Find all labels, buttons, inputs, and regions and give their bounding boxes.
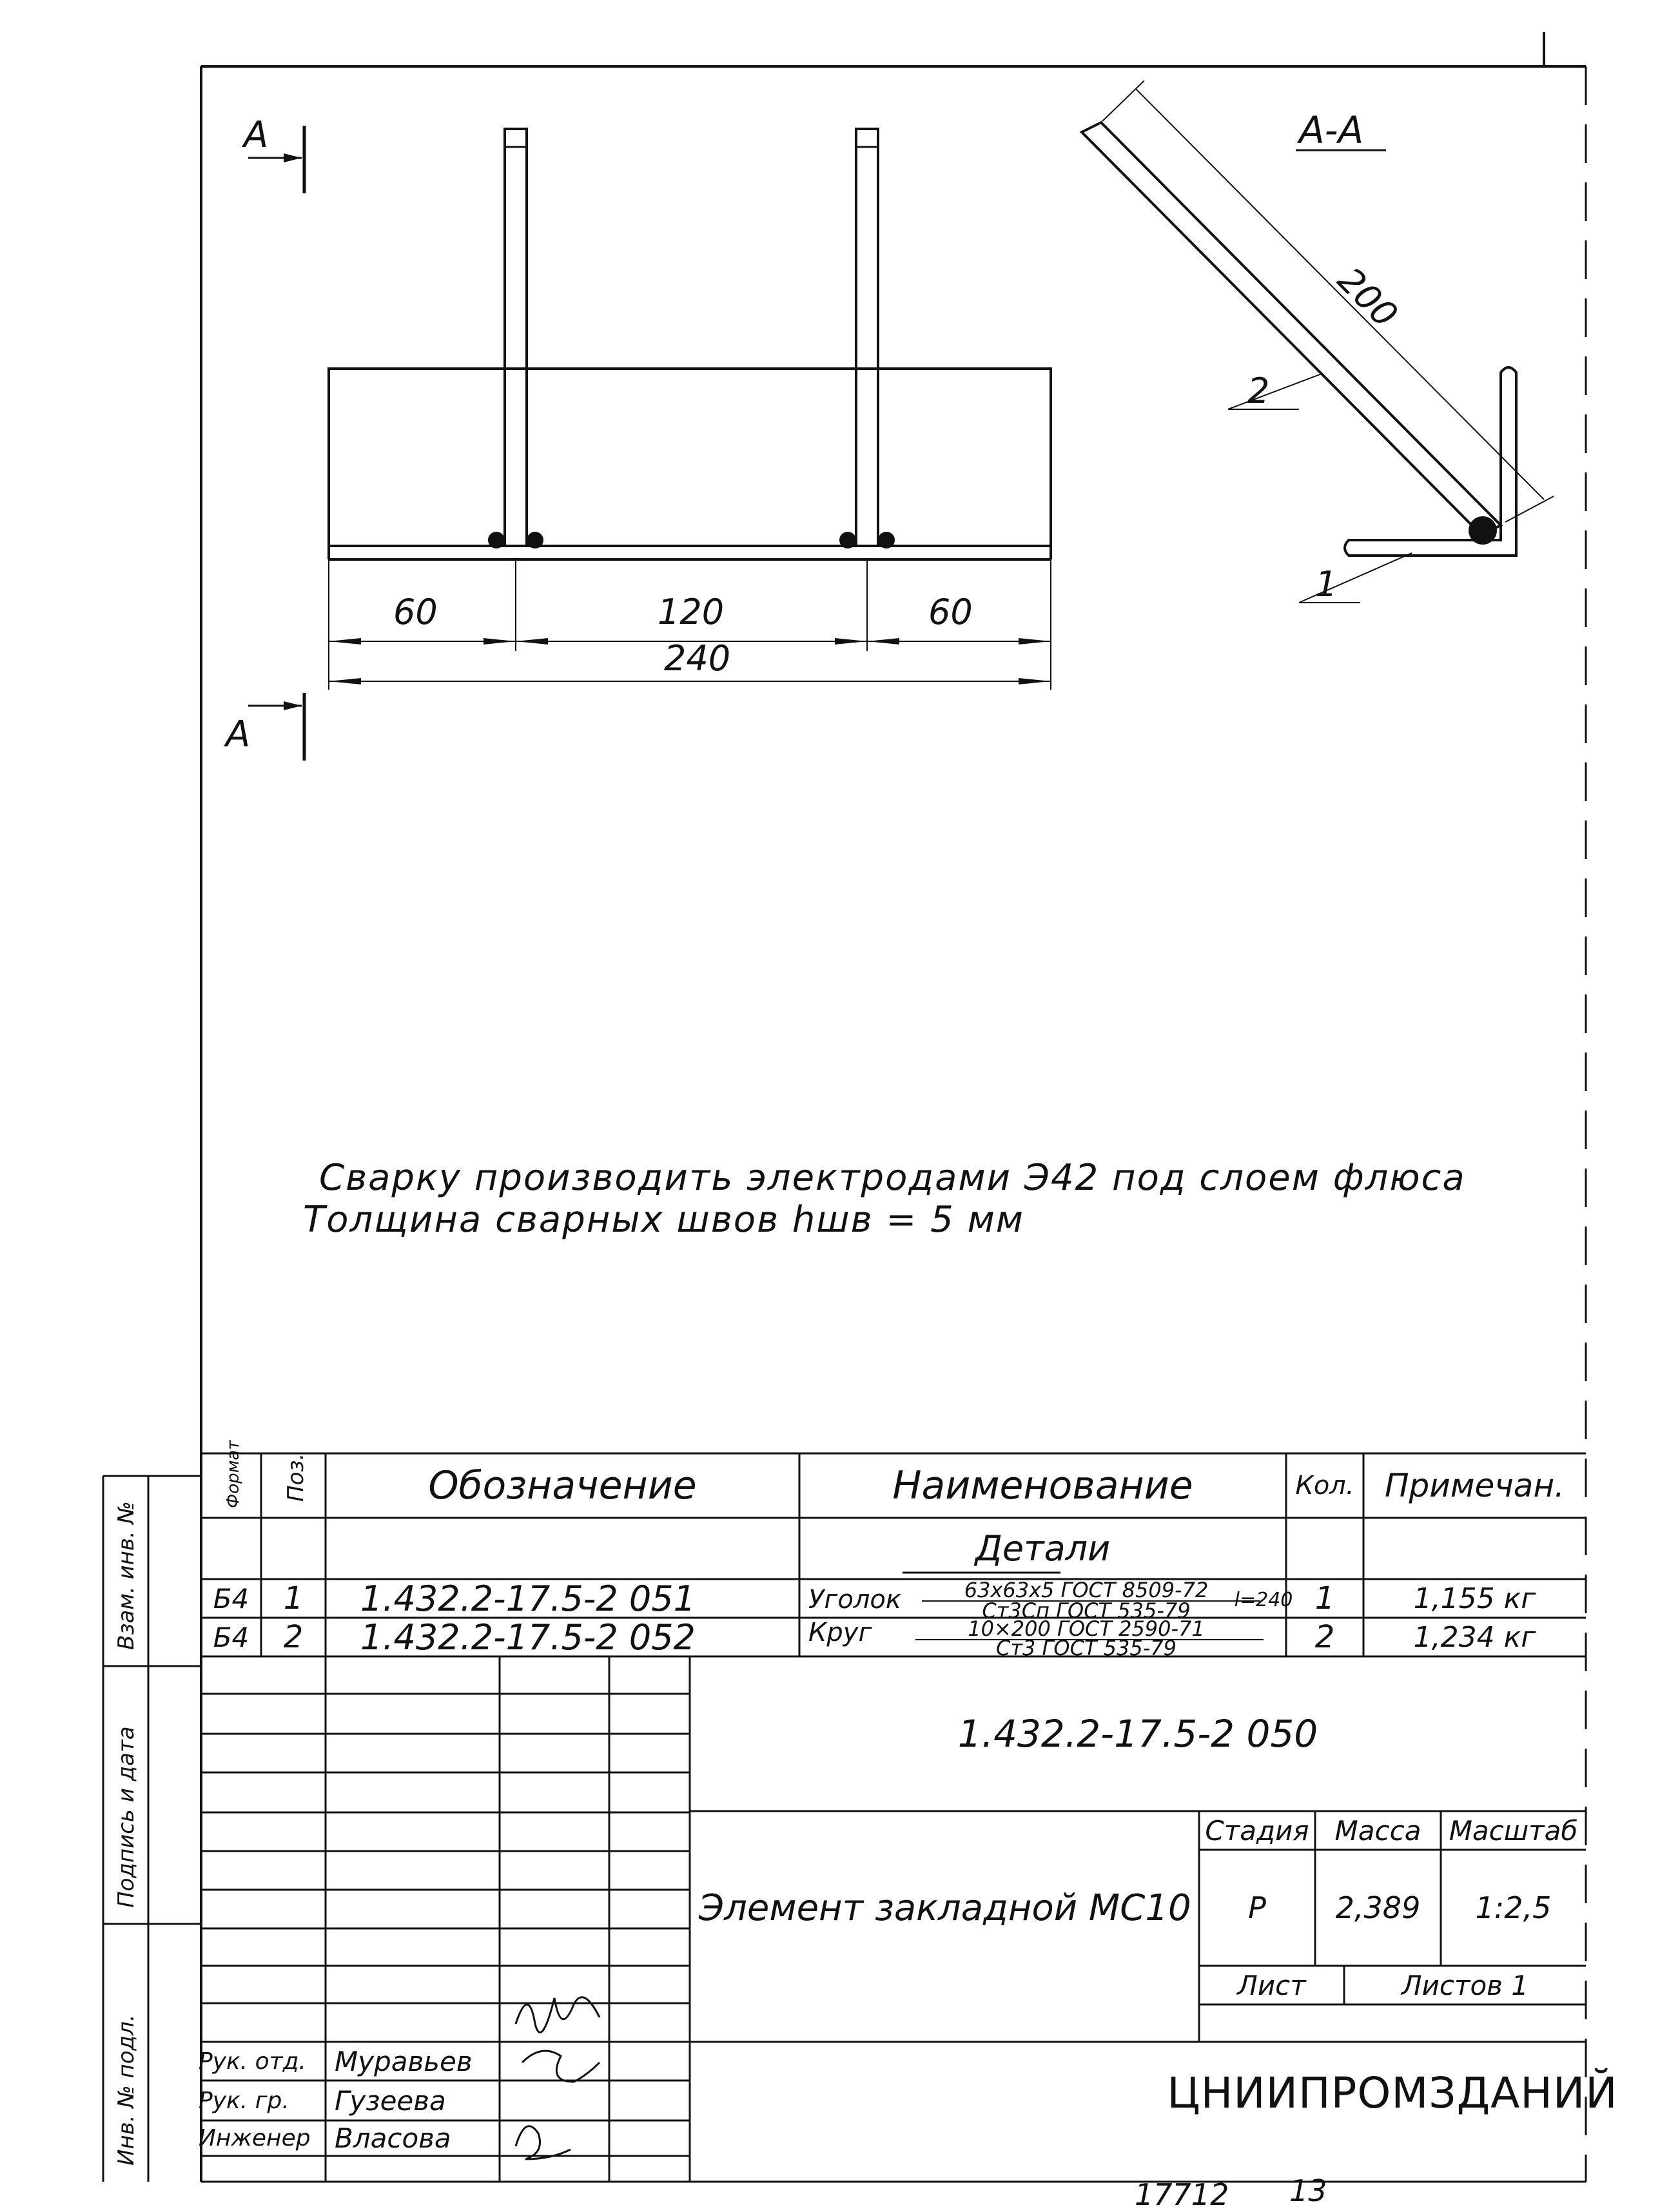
header-format: Формат xyxy=(224,1440,243,1508)
label-stage: Стадия xyxy=(1205,1814,1309,1847)
dim-middle: 120 xyxy=(658,592,725,632)
footer-page: 13 xyxy=(1289,2173,1327,2208)
role-engineer: Инженер xyxy=(199,2125,311,2151)
section-mark-top: А xyxy=(244,114,269,156)
row2-name: Круг xyxy=(808,1618,872,1647)
row1-name-suffix: l=240 xyxy=(1234,1588,1293,1611)
label-sheet: Лист xyxy=(1237,1969,1306,2001)
name-engineer: Власова xyxy=(335,2122,451,2154)
row1-designation: 1.432.2-17.5-2 051 xyxy=(360,1578,696,1619)
name-dept-head: Муравьев xyxy=(335,2045,473,2077)
document-code: 1.432.2-17.5-2 050 xyxy=(957,1712,1318,1756)
value-mass: 2,389 xyxy=(1335,1890,1421,1925)
dim-left: 60 xyxy=(393,592,438,632)
role-dept-head: Рук. отд. xyxy=(199,2048,306,2075)
callout-angle: 1 xyxy=(1315,564,1338,605)
callout-bar: 2 xyxy=(1247,371,1270,411)
header-designation: Обозначение xyxy=(428,1463,697,1508)
row1-pos: 1 xyxy=(283,1580,304,1616)
row2-name-bottom: Ст3 ГОСТ 535-79 xyxy=(996,1636,1177,1660)
row2-designation: 1.432.2-17.5-2 052 xyxy=(360,1616,696,1658)
footer-number: 17712 xyxy=(1135,2177,1229,2212)
dim-total: 240 xyxy=(664,638,731,679)
value-stage: Р xyxy=(1248,1890,1266,1925)
note-line-1: Сварку производить электродами Э42 под слоем флюса xyxy=(319,1157,1466,1199)
header-qty: Кол. xyxy=(1295,1471,1354,1500)
note-line-2: Толщина сварных швов hшв = 5 мм xyxy=(303,1199,1025,1241)
dim-bar-length: 200 xyxy=(1329,259,1406,336)
section-title: А-А xyxy=(1299,108,1364,152)
row2-pos: 2 xyxy=(283,1619,304,1655)
signature-2 xyxy=(522,2051,600,2082)
header-note: Примечан. xyxy=(1384,1467,1565,1504)
row1-name: Уголок xyxy=(808,1585,902,1615)
header-name: Наименование xyxy=(892,1463,1193,1508)
value-scale: 1:2,5 xyxy=(1475,1890,1552,1925)
label-sheets: Листов 1 xyxy=(1401,1969,1528,2001)
row1-name-bottom: Ст3Сп ГОСТ 535-79 xyxy=(982,1598,1191,1623)
row1-note: 1,155 кг xyxy=(1413,1582,1536,1615)
side-stamp-inv: Инв. № подл. xyxy=(113,2014,139,2166)
row2-qty: 2 xyxy=(1314,1619,1335,1655)
side-stamp-replace: Взам. инв. № xyxy=(113,1501,139,1650)
document-title: Элемент закладной МС10 xyxy=(699,1887,1191,1929)
section-details: Детали xyxy=(975,1528,1111,1569)
row1-name-top: 63x63x5 ГОСТ 8509-72 xyxy=(964,1578,1209,1602)
row2-name-top: 10×200 ГОСТ 2590-71 xyxy=(968,1616,1205,1641)
side-stamp-sign: Подпись и дата xyxy=(113,1726,139,1908)
row1-qty: 1 xyxy=(1314,1580,1335,1616)
organization: ЦНИИПРОМЗДАНИЙ xyxy=(1167,2068,1618,2118)
row2-note: 1,234 кг xyxy=(1413,1620,1536,1654)
front-view xyxy=(248,126,1051,761)
label-scale: Масштаб xyxy=(1449,1814,1578,1847)
row2-format: Б4 xyxy=(213,1621,249,1653)
section-view xyxy=(1082,81,1554,603)
signature-3 xyxy=(516,2126,571,2159)
role-group-head: Рук. гр. xyxy=(199,2087,289,2114)
section-mark-bottom: А xyxy=(226,713,251,755)
label-mass: Масса xyxy=(1334,1814,1421,1847)
header-pos: Поз. xyxy=(283,1453,309,1502)
name-group-head: Гузеева xyxy=(335,2084,446,2117)
dim-right: 60 xyxy=(928,592,973,632)
row1-format: Б4 xyxy=(213,1582,249,1615)
